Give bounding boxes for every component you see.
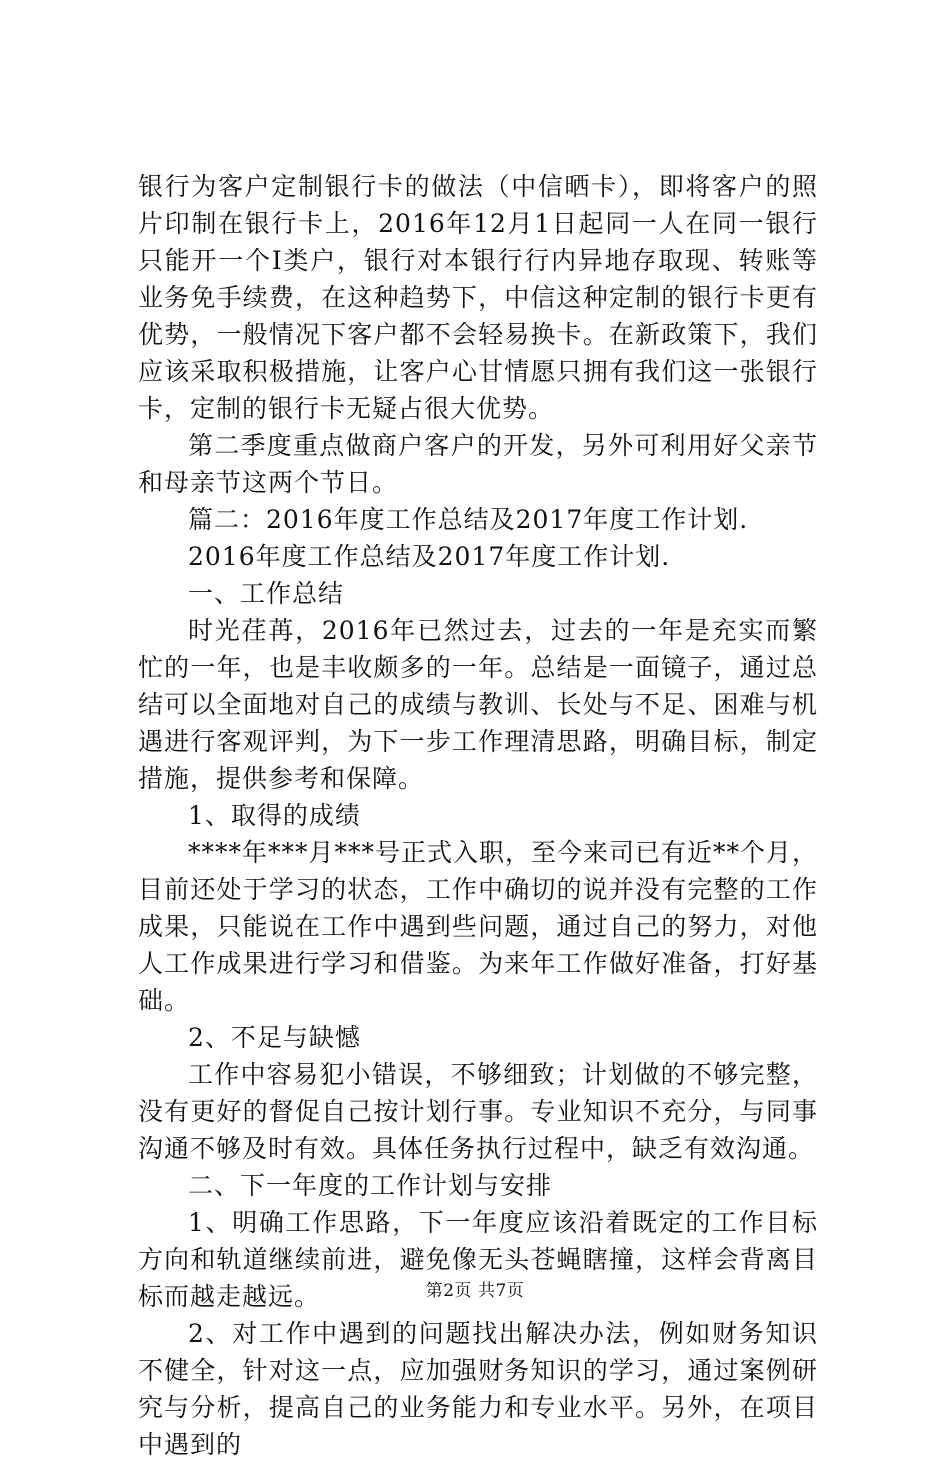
- section-heading: 篇二：2016年度工作总结及2017年度工作计划.: [188, 505, 749, 534]
- paragraph: 工作中容易犯小错误，不够细致；计划做的不够完整，没有更好的督促自己按计划行事。专业知识不充分，与同事沟通不够及时有效。具体任务执行过程中，缺乏有效沟通。: [138, 1060, 818, 1163]
- paragraph: 时光荏苒，2016年已然过去，过去的一年是充实而繁忙的一年，也是丰收颇多的一年。总结是一面镜子，通过总结可以全面地对自己的成绩与教训、长处与不足、困难与机遇进行客观评判，为下一步工作理清思路，明确目标，制定措施，提供参考和保障。: [138, 616, 818, 793]
- paragraph: 2、对工作中遇到的问题找出解决办法，例如财务知识不健全，针对这一点，应加强财务知识的学习，通过案例研究与分析，提高自己的业务能力和专业水平。另外，在项目中遇到的: [138, 1319, 818, 1459]
- page-number-footer: 第2页 共7页: [425, 1281, 525, 1301]
- section-heading: 二、下一年度的工作计划与安排: [188, 1171, 553, 1200]
- subsection-heading: 1、取得的成绩: [188, 801, 361, 830]
- paragraph: ****年***月***号正式入职，至今来司已有近**个月，目前还处于学习的状态，工作中确切的说并没有完整的工作成果，只能说在工作中遇到些问题，通过自己的努力，对他人工作成果进行学习和借鉴。为来年工作做好准备，打好基础。: [138, 838, 819, 1015]
- section-heading: 一、工作总结: [188, 579, 345, 608]
- paragraph: 银行为客户定制银行卡的做法（中信晒卡），即将客户的照片印制在银行卡上，2016年12月1日起同一人在同一银行只能开一个Ⅰ类户，银行对本银行行内异地存取现、转账等业务免手续费，在这种趋势下，中信这种定制的银行卡更有优势，一般情况下客户都不会轻易换卡。在新政策下，我们应该采取积极措施，让客户心甘情愿只拥有我们这一张银行卡，定制的银行卡无疑占很大优势。: [138, 172, 818, 423]
- subsection-heading: 2、不足与缺憾: [188, 1023, 361, 1052]
- paragraph: 第二季度重点做商户客户的开发，另外可利用好父亲节和母亲节这两个节日。: [138, 431, 818, 497]
- document-body: [138, 168, 818, 1463]
- paragraph: 1、明确工作思路，下一年度应该沿着既定的工作目标方向和轨道继续前进，避免像无头苍蝇瞎撞，这样会背离目标而越走越远。: [138, 1208, 818, 1311]
- document-title: 2016年度工作总结及2017年度工作计划.: [188, 542, 671, 571]
